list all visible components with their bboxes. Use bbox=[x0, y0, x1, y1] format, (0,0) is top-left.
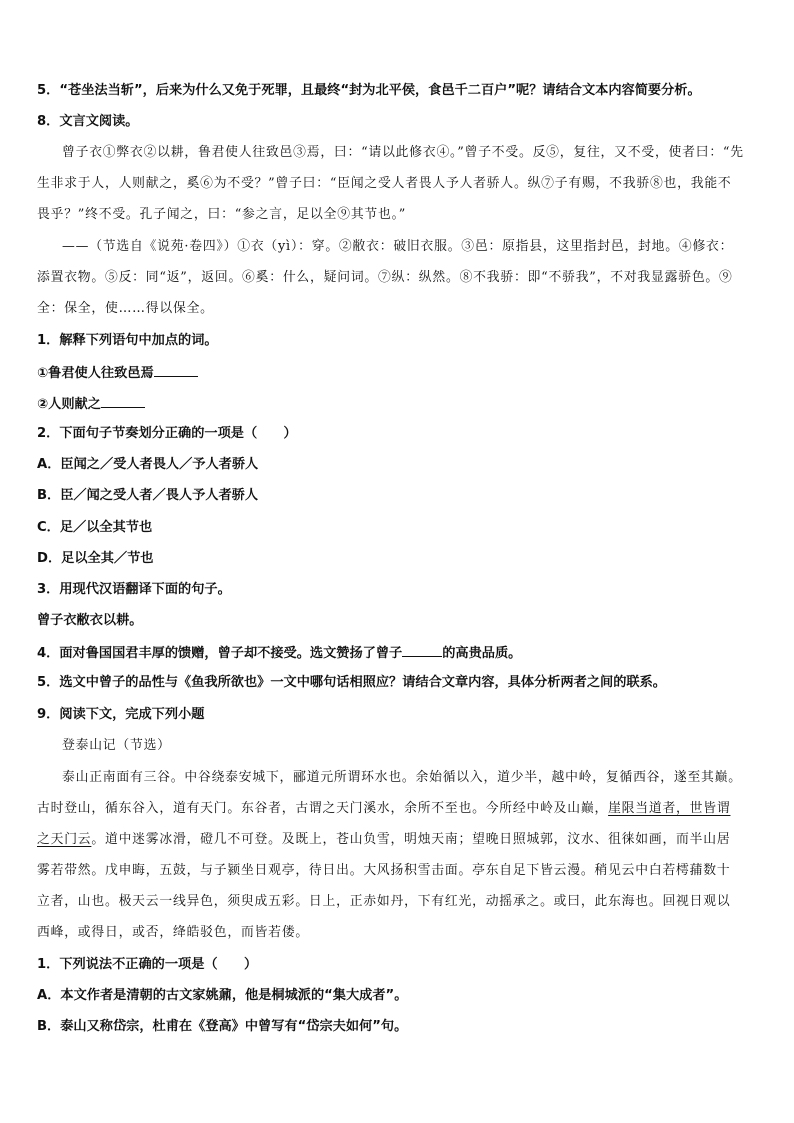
option-a: A．本文作者是清朝的古文家姚鼐，他是桐城派的“集大成者”。 bbox=[37, 988, 408, 1003]
passage-line: 雾若带然。戊申晦，五鼓，与子颍坐日观亭，待日出。大风扬积雪击面。亭东自足下皆云漫。稍见云中白若樗蒱数十 bbox=[37, 863, 731, 878]
passage-line: 立者，山也。极天云一线异色，须臾成五彩。日上，正赤如丹，下有红光，动摇承之。或曰，此东海也。回视日观以 bbox=[37, 894, 731, 909]
question-9-heading: 9．阅读下文，完成下列小题 bbox=[37, 707, 205, 722]
passage-title: 登泰山记（节选） bbox=[62, 738, 171, 753]
annotation-line: 添置衣物。⑤反：同“返”，返回。⑥奚：什么，疑问词。⑦纵：纵然。⑧不我骄：即“不骄我”，不对我显露骄色。⑨ bbox=[37, 270, 733, 285]
passage-text: 古时登山，循东谷入，道有天门。东谷者，古谓之天门溪水，余所不至也。今所经中岭及山巅， bbox=[37, 801, 609, 816]
question-5-bishui: 5．“苍坐法当斩”，后来为什么又免于死罪，且最终“封为北平侯，食邑千二百户”呢？请结合文本内容简要分析。 bbox=[37, 83, 701, 98]
underlined-text: 崖限当道者，世皆谓 bbox=[608, 801, 731, 816]
sub-question-4 bbox=[37, 642, 759, 664]
passage-line: 畏乎？”终不受。孔子闻之，曰：“参之言，足以全⑨其节也。” bbox=[37, 207, 407, 222]
fill-item-1 bbox=[37, 362, 759, 384]
answer-blank[interactable] bbox=[101, 393, 145, 408]
answer-blank[interactable] bbox=[402, 642, 442, 657]
sub-question-3: 3．用现代汉语翻译下面的句子。 bbox=[37, 582, 231, 597]
passage-line: 西峰，或得日，或否，绛皓驳色，而皆若偻。 bbox=[37, 925, 309, 940]
passage-line: 生非求于人，人则献之，奚⑥为不受？”曾子曰：“臣闻之受人者畏人予人者骄人。纵⑦子有赐，不我骄⑧也，我能不 bbox=[37, 176, 732, 191]
question-8-heading: 8．文言文阅读。 bbox=[37, 114, 139, 129]
fill-item-text: ①鲁君使人往致邑焉 bbox=[37, 366, 154, 381]
option-b: B．臣／闻之受人者／畏人予人者骄人 bbox=[37, 488, 259, 503]
option-c: C．足／以全其节也 bbox=[37, 520, 153, 535]
passage-line bbox=[37, 799, 759, 819]
annotation-line: ——（节选自《说苑·卷四》）①衣（yì）：穿。②敝衣：破旧衣服。③邑：原指县，这里指封邑，封地。④修衣： bbox=[62, 239, 734, 254]
sub-question-1: 1．解释下列语句中加点的词。 bbox=[37, 333, 218, 348]
fill-item-2 bbox=[37, 393, 759, 415]
underlined-text: 之天门云 bbox=[37, 832, 92, 847]
sub-question-5: 5．选文中曾子的品性与《鱼我所欲也》一文中哪句话相照应？请结合文章内容，具体分析两者之间的联系。 bbox=[37, 675, 666, 690]
option-b: B．泰山又称岱宗，杜甫在《登高》中曾写有“岱宗夫如何”句。 bbox=[37, 1019, 408, 1034]
question-text: 4．面对鲁国国君丰厚的馈赠，曾子却不接受。选文赞扬了曾子 bbox=[37, 646, 403, 661]
passage-line: 曾子衣①弊衣②以耕，鲁君使人往致邑③焉，曰：“请以此修衣④。”曾子不受。反⑤，复往，又不受，使者曰：“先 bbox=[62, 145, 744, 160]
passage-line: 泰山正南面有三谷。中谷绕泰安城下，郦道元所谓环水也。余始循以入，道少半，越中岭，复循西谷，遂至其巅。 bbox=[62, 770, 742, 785]
passage-text: 。道中迷雾冰滑，磴几不可登。及既上，苍山负雪，明烛天南；望晚日照城郭，汶水、徂徕如画，而半山居 bbox=[91, 832, 731, 847]
sub-question-2: 2．下面句子节奏划分正确的一项是（ ） bbox=[37, 426, 297, 441]
option-d: D．足以全其／节也 bbox=[37, 551, 154, 566]
fill-item-text: ②人则献之 bbox=[37, 397, 101, 412]
sub-question-1: 1．下列说法不正确的一项是（ ） bbox=[37, 957, 258, 972]
passage-line bbox=[37, 830, 759, 850]
option-a: A．臣闻之／受人者畏人／予人者骄人 bbox=[37, 457, 259, 472]
question-text: 的高贵品质。 bbox=[442, 646, 522, 661]
translate-sentence: 曾子衣敝衣以耕。 bbox=[37, 613, 143, 628]
answer-blank[interactable] bbox=[154, 362, 198, 377]
annotation-line: 全：保全，使……得以保全。 bbox=[37, 301, 214, 316]
